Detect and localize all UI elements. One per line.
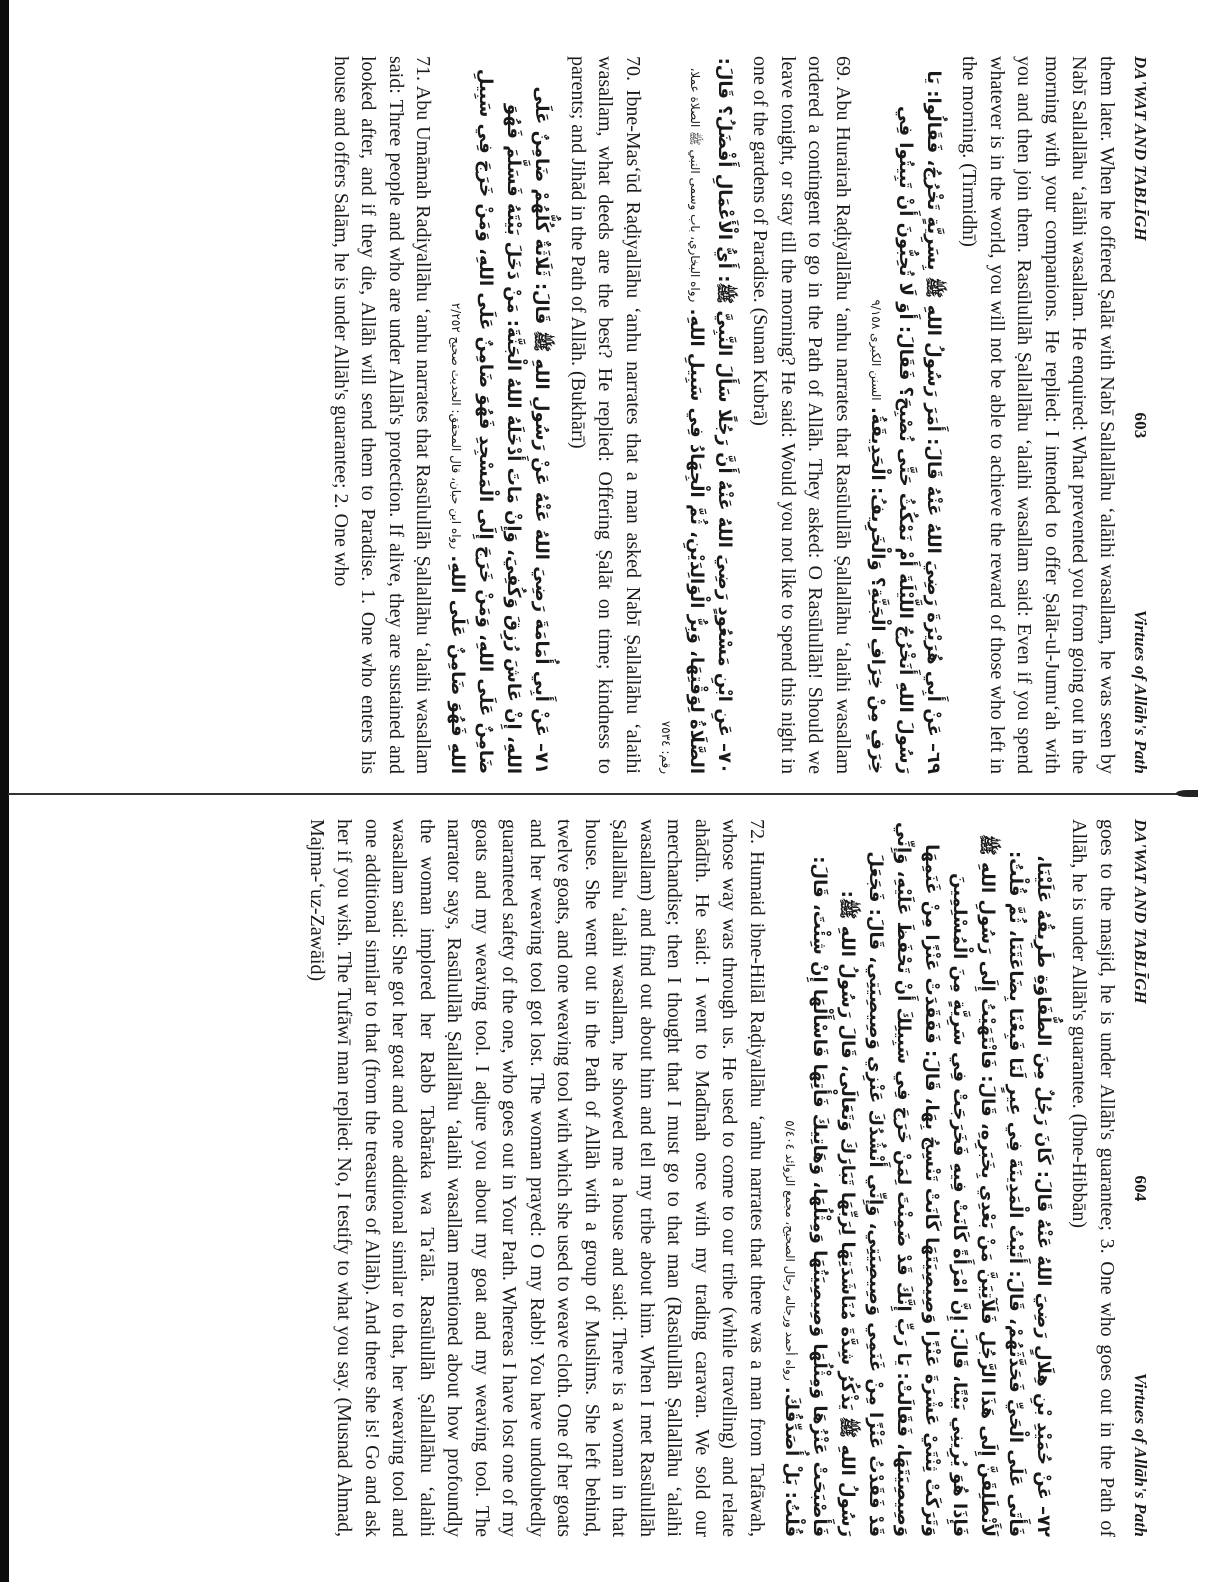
page-header	[1130, 819, 1150, 1537]
header-right: Virtues of Allāh's Path	[1131, 609, 1150, 774]
paragraph: 72. Humaid ibne-Hilāl Raḍiyallāhu ʻanhu narrates that there was a man from Tafāwah, whose way was through us. He used to come to our tribe (while travelling) and relate ahādīth. He said: I went to Madīnah once with my trading caravan. We sold our merchandise; then I thought that I must go to that man (Rasūlullāh Ṣallallāhu ʻalaihi wasallam) and find out about him and tell my tribe about him. When I met Rasūlullāh Ṣallallāhu ʻalaihi wasallam, he showed me a house and said: There is a woman in that house. She went out in the Path of Allāh with a group of Muslims. She left behind, twelve goats, and one weaving tool with which she used to weave cloth. One of her goats and her weaving tool got lost. The woman prayed: O my Rabb! You have undoubtedly guaranteed safety of the one, who goes out in Your Path. Whereas I have lost one of my goats and my weaving tool. I adjure you about my goat and my weaving tool. The narrator says, Rasūlullāh Ṣallallāhu ʻalaihi wasallam mentioned about how profoundly the woman implored her Rabb Tabāraka wa Taʻālā. Rasūlullāh Ṣallallāhu ʻalaihi wasallam said: She got her goat and one additional similar to that, her weaving tool and one additional similar to that (from the treasures of Allāh). And there she is! Go and ask her if you wish. The Tufāwī man replied: No, I testify to what you say. (Musnad Ahmad, Majma-ʻuz-Zawāid)	[306, 819, 768, 1537]
header-left: DA'WAT AND TABLĪGH	[1131, 56, 1150, 241]
header-left: DA'WAT AND TABLĪGH	[1131, 819, 1150, 1004]
page-604-content	[70, 813, 1150, 1543]
page-header	[1130, 56, 1150, 774]
page-number: 604	[1131, 1175, 1150, 1202]
arabic-reference: رواه ابن حبان، قال المحقق: الحديث صحيح ٢/٢٥٢	[449, 302, 464, 550]
arabic-hadith	[652, 56, 738, 774]
arabic-hadith	[776, 819, 1057, 1537]
arabic-hadith	[443, 56, 556, 774]
page-604	[0, 795, 1220, 1586]
arabic-text: ٧٢– عَنْ حُمَيْدِ بْنِ هِلَالٍ رَضِيَ اللهُ عَنْهُ قَالَ: كَانَ رَجُلٌ مِنَ الطُّفَاوَةِ طَرِيقُهُ عَلَيْنَا، فَأَتَى عَلَى الْحَيِّ فَحَدَّثَهُمْ، قَالَ: أَتَيْتُ الْمَدِينَةَ فِي عِيرٍ لَنَا فَبِعْنَا بِضَاعَتَنَا، ثُمَّ قُلْتُ: لَأَنْطَلِقَنَّ إِلَى هَذَا الرَّجُلِ فَلَآتِيَنَّ مَنْ بَعْدِي بِخَبَرِهِ، قَالَ: فَانْتَهَيْتُ إِلَى رَسُولِ اللهِ ﷺ فَإِذَا هُوَ يُرِينِي بَيْتًا، قَالَ: إِنَّ امْرَأَةً كَانَتْ فِيهِ فَخَرَجَتْ فِي سَرِيَّةٍ مِنَ الْمُسْلِمِينَ وَتَرَكَتْ ثِنْتَيْ عَشْرَةَ عَنْزًا وَصِيصِيَتَهَا كَانَتْ تَنْسِجُ بِهَا، قَالَ: فَفَقَدَتْ عَنْزًا مِنْ غَنَمِهَا وَصِيصِيَتَهَا، فَقَالَتْ: يَا رَبِّ إِنَّكَ قَدْ ضَمِنْتَ لِمَنْ خَرَجَ فِي سَبِيلِكَ أَنْ تَحْفَظَ عَلَيْهِ، وَإِنِّي قَدْ فَقَدْتُ عَنْزًا مِنْ غَنَمِي وَصِيصِيَتِي، وَإِنِّي أَنْشُدُكَ عَنْزِي وَصِيصِيَتِي، قَالَ: فَجَعَلَ رَسُولُ اللهِ ﷺ يَذْكُرُ شِدَّةَ مُنَاشَدَتِهَا لِرَبِّهَا تَبَارَكَ وَتَعَالَى، قَالَ رَسُولُ اللهِ ﷺ: فَأَصْبَحَتْ عَنْزُهَا وَمِثْلُهَا وَصِيصِيَتُهَا وَمِثْلُهَا، وَهَاتِيكَ فَأْتِهَا فَاسْأَلْهَا إِنْ شِئْتَ، قَالَ: قُلْتُ: بَلْ أُصَدِّقُكَ.	[781, 821, 1054, 1537]
arabic-reference: رواه البخاري، باب وسمى النبي ﷺ الصلاة عملا، رقم: ٧٥٣٤	[659, 67, 702, 774]
arabic-reference: السنن الكبرى ٩/١٥٨	[869, 299, 883, 401]
page-603	[0, 0, 1220, 791]
paragraph: 71. Abu Umāmah Radiyallāhu ʻanhu narrates that Rasūlullāh Ṣallallāhu ʻalaihi wasallam said: Three people and who are under Allāh's protection. If alive, they are sustained and looked after, and if they die, Allāh will send them to Paradise. 1. One who enters his house and offers Salām, he is under Allāh's guarantee; 2. One who	[330, 56, 435, 774]
paragraph: 69. Abu Hurairah Raḍiyallāhu ʻanhu narrates that Rasūlullāh Ṣallallāhu ʻalaihi wasallam ordered a contingent to go in the Path of Allāh. They asked: O Rasūlullāh! Should we leave tonight, or stay till the morning? He said: Would you not like to spend this night in one of the gardens of Paradise. (Sunan Kubrā)	[749, 56, 854, 774]
arabic-reference: رواه أحمد ورجاله رجال الصحيح، مجمع الزوائد ٥/٤٠٤	[783, 1120, 797, 1381]
arabic-text: ٧١– عَنْ أَبِي أُمَامَةَ رَضِيَ اللهُ عَنْهُ عَنْ رَسُولِ اللهِ ﷺ قَالَ: ثَلَاثَةٌ كُلُّهُمْ ضَامِنٌ عَلَى اللهِ، إِنْ عَاشَ رُزِقَ وَكُفِيَ، وَإِنْ مَاتَ أَدْخَلَهُ اللهُ الْجَنَّةَ: مَنْ دَخَلَ بَيْتَهُ فَسَلَّمَ فَهُوَ ضَامِنٌ عَلَى اللهِ، وَمَنْ خَرَجَ إِلَى الْمَسْجِدِ فَهُوَ ضَامِنٌ عَلَى اللهِ، وَمَنْ خَرَجَ فِي سَبِيلِ اللهِ فَهُوَ ضَامِنٌ عَلَى اللهِ.	[447, 68, 553, 774]
header-right: Virtues of Allāh's Path	[1131, 1372, 1150, 1537]
paragraph: 70. Ibne-Masʻūd Raḍiyallāhu ʻanhu narrates that a man asked Nabī Ṣallallāhu ʻalaihi wasallam, what deeds are the best? He replied: Offering Ṣalāt on time; kindness to parents; and Jihād in the Path of Allāh. (Bukhārī)	[567, 56, 644, 774]
arabic-text: ٧٠– عَنِ ابْنِ مَسْعُودٍ رَضِيَ اللهُ عَنْهُ أَنَّ رَجُلًا سَأَلَ النَّبِيَّ ﷺ: أَيُّ الْأَعْمَالِ أَفْضَلُ؟ قَالَ: الصَّلَاةُ لِوَقْتِهَا، وَبِرُّ الْوَالِدَيْنِ، ثُمَّ الْجِهَادُ فِي سَبِيلِ اللهِ.	[686, 57, 735, 774]
page-number: 603	[1131, 412, 1150, 439]
page-603-content	[70, 50, 1150, 780]
paragraph: goes to the masjid, he is under Allāh's guarantee; 3. One who goes out in the Path of Allāh, he is under Allāh's guarantee. (Ibne-Hibbān)	[1068, 819, 1118, 1537]
arabic-hadith	[862, 56, 947, 774]
paragraph: them later. When he offered Ṣalāt with Nabī Sallallāhu ʻalāihi wasallam, he was seen by Nabī Sallallāhu ʻalāihi wasallam. He enquired: What prevented you from going out in the morning with your companions. He replied: I intended to offer Ṣalāt-ul-Jumuʻah with you and then join them. Rasūlullāh Ṣallallāhu ʻalaihi wasallam said: Even if you spend whatever is in the world, you will not be able to achieve the reward of those who left in the morning. (Tirmidhī)	[958, 56, 1118, 774]
arabic-text: ٦٩– عَنْ أَبِي هُرَيْرَةَ رَضِيَ اللهُ عَنْهُ قَالَ: أَمَرَ رَسُولُ اللهِ ﷺ بِسَرِيَّةٍ تَخْرُجُ، فَقَالُوا: يَا رَسُولَ اللهِ أَنَخْرُجُ اللَّيْلَةَ أَمْ نَمْكُثُ حَتَّى نُصْبِحَ؟ فَقَالَ: أَوَ لَا تُحِبُّونَ أَنْ تَبِيتُوا فِي خِرَفٍ مِنْ خِرَافِ الْجَنَّةِ؟ وَالْخَرِيفُ: الْحَدِيقَةُ.	[867, 70, 944, 774]
